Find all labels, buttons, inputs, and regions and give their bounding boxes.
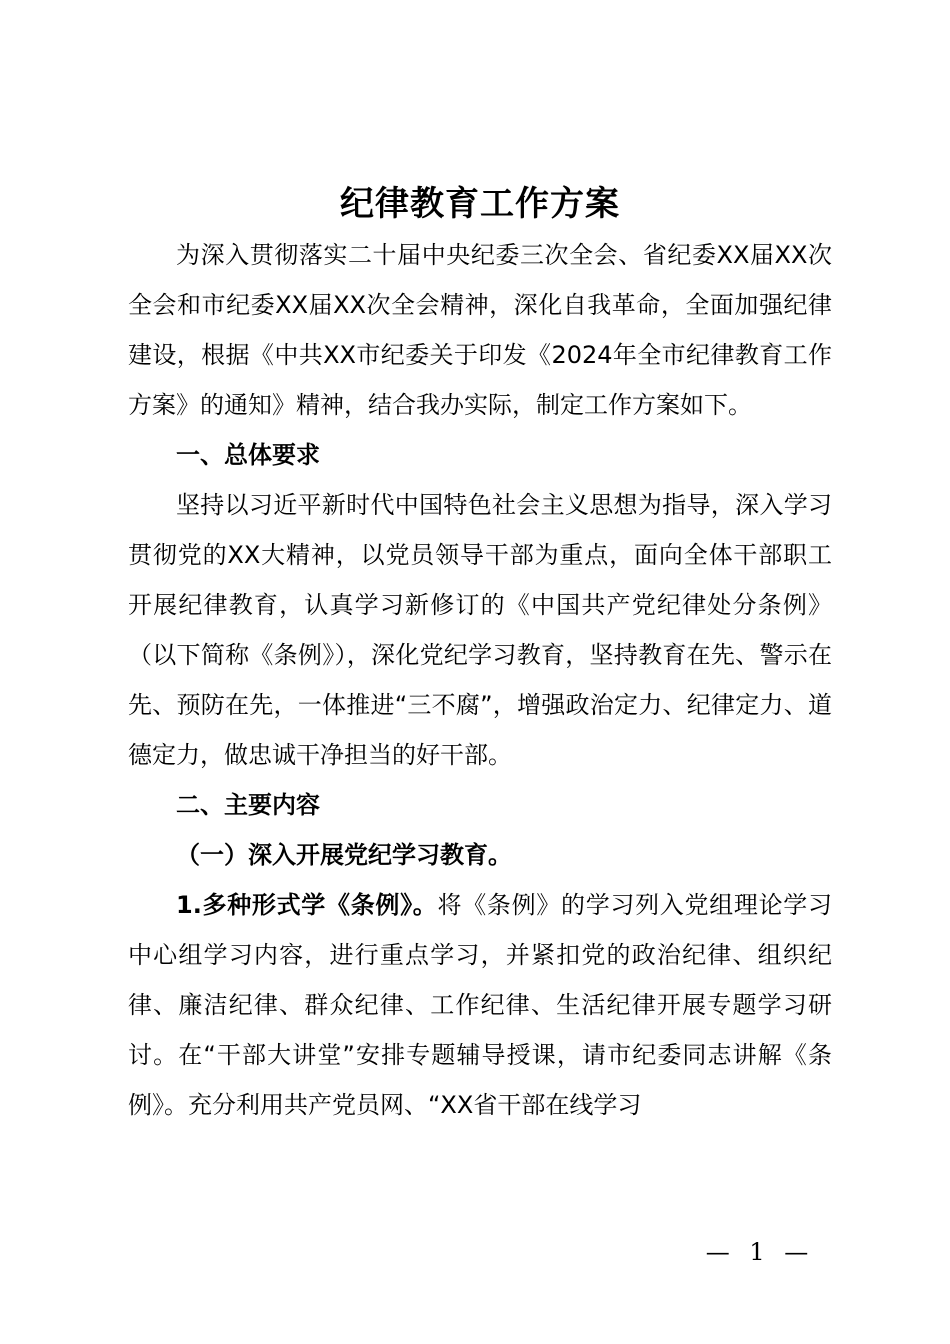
- document-title: 纪律教育工作方案: [340, 184, 620, 224]
- overall-requirements-paragraph: 坚持以习近平新时代中国特色社会主义思想为指导，深入学习贯彻党的XX大精神，以党员领导干部为重点，面向全体干部职工开展纪律教育，认真学习新修订的《中国共产党纪律处分条例》（以下简称《条例》），深化党纪学习教育，坚持教育在先、警示在先、预防在先，一体推进“三不腐”，增强政治定力、纪律定力、道德定力，做忠诚干净担当的好干部。: [128, 491, 832, 769]
- document-body: [128, 180, 832, 1130]
- intro-paragraph: 为深入贯彻落实二十届中央纪委三次全会、省纪委XX届XX次全会和市纪委XX届XX次全会精神，深化自我革命，全面加强纪律建设，根据《中共XX市纪委关于印发《2024年全市纪律教育工作方案》的通知》精神，结合我办实际，制定工作方案如下。: [128, 241, 832, 419]
- subsection-heading-party-discipline-education: （一）深入开展党纪学习教育。: [176, 841, 512, 869]
- section-heading-overall-requirements: 一、总体要求: [176, 441, 320, 469]
- item-1-paragraph: [128, 880, 832, 1130]
- section-heading-main-content: 二、主要内容: [176, 791, 320, 819]
- item-1-body: 将《条例》的学习列入党组理论学习中心组学习内容，进行重点学习，并紧扣党的政治纪律、组织纪律、廉洁纪律、群众纪律、工作纪律、生活纪律开展专题学习研讨。在“干部大讲堂”安排专题辅导授课，请市纪委同志讲解《条例》。充分利用共产党员网、“XX省干部在线学习: [128, 891, 832, 1119]
- item-1-lead: 1.多种形式学《条例》。: [176, 891, 438, 919]
- page-number: — 1 —: [705, 1238, 815, 1266]
